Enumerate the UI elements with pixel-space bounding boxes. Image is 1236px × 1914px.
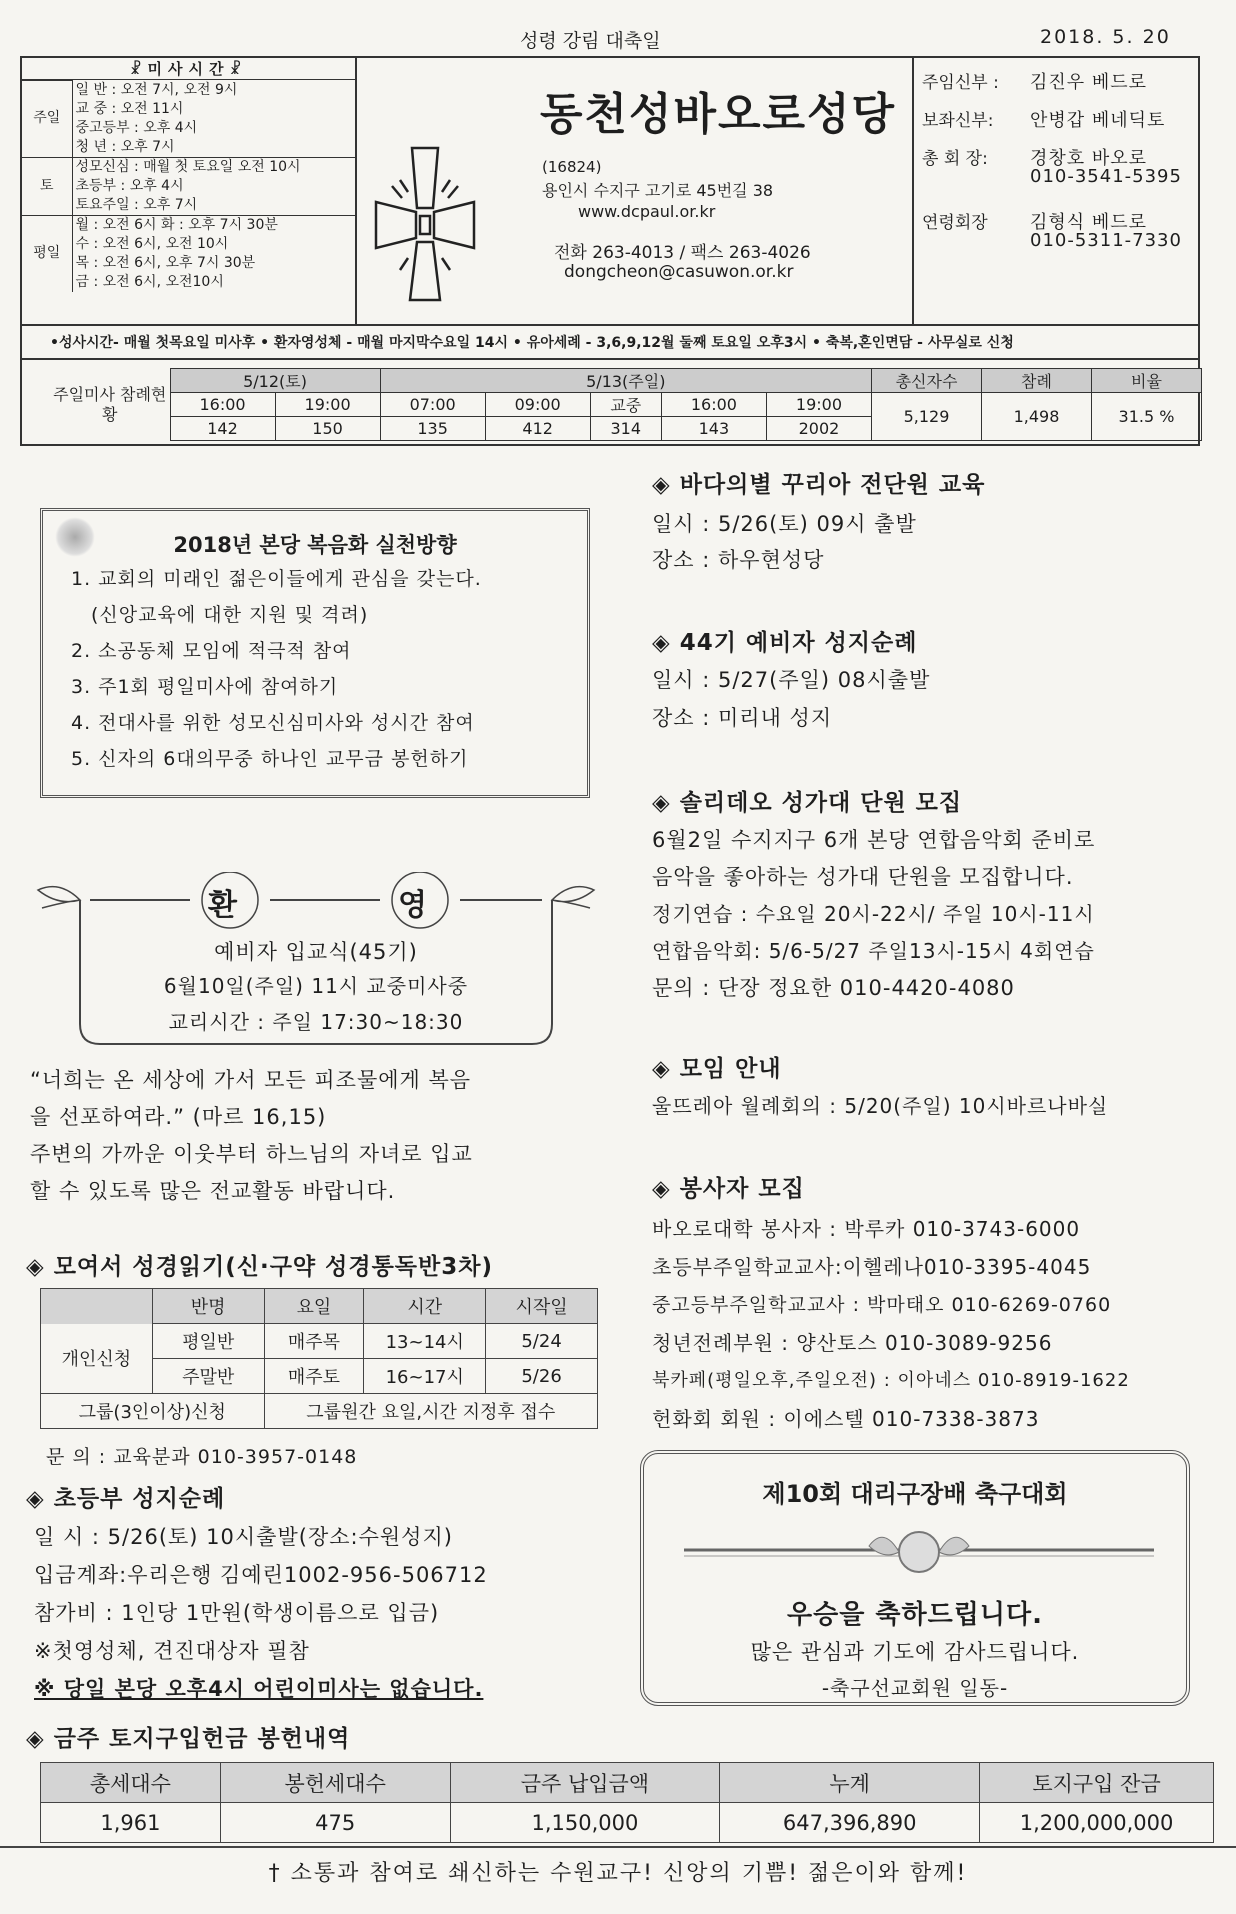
bible-header: 시간 — [364, 1289, 486, 1324]
summary-header: 참례 — [982, 369, 1092, 393]
soccer-congrats: 우승을 축하드립니다. — [787, 1600, 1043, 1630]
attendance-time: 09:00 — [485, 393, 590, 417]
plan-box — [40, 508, 590, 798]
saturday-row: 초등부 : 오후 4시 — [72, 177, 355, 196]
quote-line: 할 수 있도록 많은 전교활동 바랍니다. — [30, 1179, 396, 1203]
section-title: ◈ 봉사자 모집 — [652, 1176, 805, 1202]
welcome-title: 예비자 입교식(45기) — [214, 940, 418, 964]
land-title: ◈ 금주 토지구입헌금 봉헌내역 — [26, 1726, 351, 1752]
sunday-row: 교 중 : 오전 11시 — [72, 100, 355, 119]
bible-cell: 매주목 — [264, 1324, 364, 1359]
welcome-date: 6월10일(주일) 11시 교중미사중 — [163, 974, 469, 998]
bible-header: 시작일 — [486, 1289, 598, 1324]
parish-address: 용인시 수지구 고기로 45번길 38 — [542, 181, 774, 200]
attendance-day: 5/13(주일) — [380, 369, 871, 393]
attendance-count: 314 — [590, 417, 661, 441]
kids-notice: ※ 당일 본당 오후4시 어린이미사는 없습니다. — [34, 1677, 484, 1701]
notice-line: •성사시간- 매월 첫목요일 미사후 • 환자영성체 - 매월 마지막수요일 14시 • 유아세례 - 3,6,9,12월 둘째 토요일 오후3시 • 축복,혼인면담 - 사무실로 신청 — [20, 324, 1200, 360]
kids-details — [34, 1518, 488, 1708]
attendance-time: 19:00 — [275, 393, 380, 417]
plan-list — [71, 561, 482, 777]
weekday-row: 수 : 오전 6시, 오전 10시 — [72, 235, 355, 254]
bible-cell: 그룹(3인이상)신청 — [41, 1394, 265, 1429]
section-line: 일시 : 5/27(주일) 08시출발 — [652, 668, 931, 692]
choir-details — [652, 822, 1095, 1007]
welcome-char: 영 — [398, 888, 427, 923]
land-header: 누계 — [720, 1763, 980, 1803]
welcome-class-time: 교리시간 : 주일 17:30~18:30 — [168, 1010, 464, 1034]
land-header: 총세대수 — [41, 1763, 221, 1803]
attendance-time: 16:00 — [170, 393, 275, 417]
attendance-time: 16:00 — [661, 393, 766, 417]
land-header: 봉헌세대수 — [220, 1763, 450, 1803]
attendance-panel — [20, 358, 1200, 446]
bible-cell: 5/26 — [486, 1359, 598, 1394]
section-title: ◈ 44기 예비자 성지순례 — [652, 630, 918, 656]
summary-value: 5,129 — [872, 393, 982, 441]
attendance-time: 교중 — [590, 393, 661, 417]
summary-value: 31.5 % — [1092, 393, 1202, 441]
bible-cell: 평일반 — [152, 1324, 264, 1359]
land-header: 금주 납입금액 — [450, 1763, 720, 1803]
section-line: 청년전례부원 : 양산토스 010-3089-9256 — [652, 1331, 1053, 1355]
footer-rule — [0, 1846, 1236, 1848]
kids-line: 참가비 : 1인당 1만원(학생이름으로 입금) — [34, 1601, 440, 1625]
attendance-count: 135 — [380, 417, 485, 441]
sunday-row: 일 반 : 오전 7시, 오전 9시 — [72, 81, 355, 100]
kids-line: 일 시 : 5/26(토) 10시출발(장소:수원성지) — [34, 1525, 453, 1549]
saturday-row: 토요주일 : 오후 7시 — [72, 196, 355, 216]
mass-times-title: ☧미사시간☧ — [22, 58, 355, 80]
section-line: 장소 : 미리내 성지 — [652, 706, 833, 730]
land-value: 475 — [220, 1803, 450, 1843]
summary-header: 총신자수 — [872, 369, 982, 393]
header-block — [20, 56, 1200, 326]
staff-name: 경창호 바오로 — [1030, 148, 1148, 169]
bible-cell: 16~17시 — [364, 1359, 486, 1394]
attendance-time: 07:00 — [380, 393, 485, 417]
saturday-label: 토 — [22, 157, 72, 215]
staff-role: 주임신부 : — [922, 73, 999, 93]
section-line: 6월2일 수지지구 6개 본당 연합음악회 준비로 — [652, 828, 1096, 852]
attendance-count: 150 — [275, 417, 380, 441]
section-line: 헌화회 회원 : 이에스텔 010-7338-3873 — [652, 1407, 1040, 1431]
bible-header: 요일 — [264, 1289, 364, 1324]
land-value: 1,150,000 — [450, 1803, 720, 1843]
bible-table — [40, 1288, 598, 1429]
staff-phone: 010-5311-7330 — [1030, 230, 1182, 251]
cross-logo — [370, 140, 480, 310]
section-line: 문의 : 단장 정요한 010-4420-4080 — [652, 976, 1015, 1000]
bible-group-label: 개인신청 — [41, 1324, 153, 1394]
summary-value: 1,498 — [982, 393, 1092, 441]
weekday-row: 목 : 오전 6시, 오후 7시 30분 — [72, 254, 355, 273]
staff-phone: 010-3541-5395 — [1030, 166, 1182, 187]
section-line: 장소 : 하우현성당 — [652, 548, 825, 572]
attendance-table — [50, 368, 1202, 441]
attendance-count: 142 — [170, 417, 275, 441]
plan-item: 3. 주1회 평일미사에 참여하기 — [71, 676, 339, 698]
bible-contact: 문 의 : 교육분과 010-3957-0148 — [46, 1446, 358, 1468]
parish-email[interactable]: dongcheon@casuwon.or.kr — [564, 262, 794, 282]
feast-title: 성령 강림 대축일 — [520, 30, 661, 52]
welcome-banner — [30, 872, 602, 1052]
parish-phone: 전화 263-4013 / 팩스 263-4026 — [554, 243, 811, 263]
section-line: 울뜨레아 월례회의 : 5/20(주일) 10시바르나바실 — [652, 1094, 1109, 1118]
section-line: 일시 : 5/26(토) 09시 출발 — [652, 512, 917, 536]
land-value: 1,200,000,000 — [980, 1803, 1214, 1843]
parish-name: 동천성바오로성당 — [540, 89, 897, 140]
section-title: ◈ 바다의별 꾸리아 전단원 교육 — [652, 472, 986, 498]
sunday-label: 주일 — [22, 81, 72, 158]
section-title: ◈ 모임 안내 — [652, 1056, 782, 1082]
weekday-row: 월 : 오전 6시 화 : 오후 7시 30분 — [72, 215, 355, 235]
attendance-count: 143 — [661, 417, 766, 441]
attendance-day: 5/12(토) — [170, 369, 380, 393]
welcome-char: 환 — [208, 888, 237, 923]
kids-line: ※첫영성체, 견진대상자 필참 — [34, 1639, 310, 1663]
land-value: 647,396,890 — [720, 1803, 980, 1843]
section-line: 중고등부주일학교교사 : 박마태오 010-6269-0760 — [652, 1294, 1112, 1316]
staff-name: 김진우 베드로 — [1030, 72, 1148, 93]
bible-cell: 주말반 — [152, 1359, 264, 1394]
bible-cell: 매주토 — [264, 1359, 364, 1394]
volunteer-list — [652, 1210, 1130, 1438]
weekday-label: 평일 — [22, 215, 72, 292]
plan-item: 5. 신자의 6대의무중 하나인 교무금 봉헌하기 — [71, 748, 469, 770]
gospel-quote — [30, 1062, 473, 1210]
staff-name: 안병갑 베네딕토 — [1030, 110, 1166, 131]
section-line: 연합음악회: 5/6-5/27 주일13시-15시 4회연습 — [652, 939, 1095, 963]
section-line: 바오로대학 봉사자 : 박루카 010-3743-6000 — [652, 1217, 1081, 1241]
plan-item: 4. 전대사를 위한 성모신심미사와 성시간 참여 — [71, 712, 475, 734]
bible-header: 반명 — [152, 1289, 264, 1324]
plan-item: 1. 교회의 미래인 젊은이들에게 관심을 갖는다. — [71, 568, 482, 590]
soccer-box — [640, 1450, 1190, 1706]
staff-role: 연령회장 — [922, 213, 988, 233]
mass-times — [22, 58, 357, 326]
land-value: 1,961 — [41, 1803, 221, 1843]
section-title: ◈ 솔리데오 성가대 단원 모집 — [652, 790, 963, 816]
sunday-row: 청 년 : 오후 7시 — [72, 138, 355, 158]
plan-title: 2018년 본당 복음화 실천방향 — [173, 533, 457, 557]
bible-cell: 5/24 — [486, 1324, 598, 1359]
summary-header: 비율 — [1092, 369, 1202, 393]
kids-title: ◈ 초등부 성지순례 — [26, 1486, 226, 1512]
bible-title: ◈ 모여서 성경읽기(신·구약 성경통독반3차) — [26, 1254, 493, 1280]
staff-panel — [912, 58, 1200, 326]
saturday-row: 성모신심 : 매월 첫 토요일 오전 10시 — [72, 157, 355, 177]
ribbon-decoration — [684, 1516, 1154, 1586]
quote-line: 주변의 가까운 이웃부터 하느님의 자녀로 입교 — [30, 1142, 473, 1166]
staff-role: 보좌신부: — [922, 111, 994, 131]
attendance-label: 주일미사 참례현황 — [53, 384, 167, 424]
attendance-count: 2002 — [766, 417, 871, 441]
section-line: 초등부주일학교교사:이헬레나010-3395-4045 — [652, 1255, 1092, 1279]
soccer-title: 제10회 대리구장배 축구대회 — [762, 1480, 1068, 1508]
section-line: 북카페(평일오후,주일오전) : 이아네스 010-8919-1622 — [652, 1370, 1130, 1391]
section-line: 정기연습 : 수요일 20시-22시/ 주일 10시-11시 — [652, 902, 1095, 926]
issue-date: 2018. 5. 20 — [1040, 26, 1171, 48]
sunday-row: 중고등부 : 오후 4시 — [72, 119, 355, 138]
parish-zip: (16824) — [542, 158, 602, 176]
weekday-row: 금 : 오전 6시, 오전10시 — [72, 273, 355, 292]
land-table — [40, 1762, 1214, 1843]
bible-cell: 13~14시 — [364, 1324, 486, 1359]
staff-role: 총 회 장: — [922, 149, 988, 169]
plan-item: 2. 소공동체 모임에 적극적 참여 — [71, 640, 352, 662]
staff-name: 김형식 베드로 — [1030, 212, 1148, 233]
mass-table — [22, 80, 355, 292]
soccer-thanks: 많은 관심과 기도에 감사드립니다. — [750, 1640, 1080, 1664]
quote-line: “너희는 온 세상에 가서 모든 피조물에게 복음 — [30, 1068, 472, 1092]
attendance-count: 412 — [485, 417, 590, 441]
quote-line: 을 선포하여라.” (마르 16,15) — [30, 1105, 327, 1129]
kids-line: 입금계좌:우리은행 김예린1002-956-506712 — [34, 1563, 488, 1587]
soccer-from: -축구선교회원 일동- — [821, 1676, 1009, 1700]
plan-item: (신앙교육에 대한 지원 및 격려) — [91, 604, 369, 626]
footer-motto: † 소통과 참여로 쇄신하는 수원교구! 신앙의 기쁨! 젊은이와 함께! — [268, 1861, 968, 1886]
section-line: 음악을 좋아하는 성가대 단원을 모집합니다. — [652, 865, 1074, 889]
attendance-time: 19:00 — [766, 393, 871, 417]
parish-website[interactable]: www.dcpaul.or.kr — [578, 202, 716, 221]
bible-cell: 그룹원간 요일,시간 지정후 접수 — [264, 1394, 597, 1429]
land-header: 토지구입 잔금 — [980, 1763, 1214, 1803]
